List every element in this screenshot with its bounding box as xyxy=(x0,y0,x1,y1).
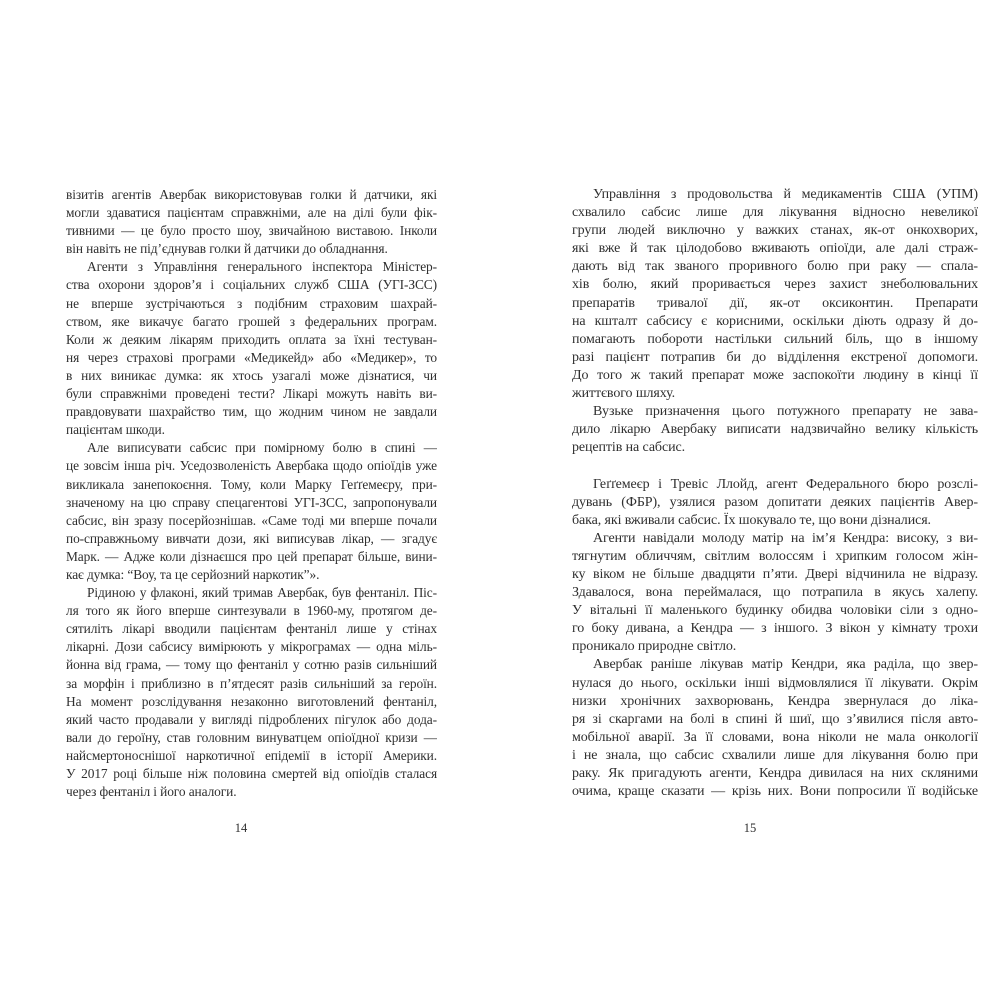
text-line: групи людей виключно у важких станах, як-от онкохворих, xyxy=(572,223,978,239)
text-line: ря зі скаргами на болі в спині й шиї, що з’явилися після авто- xyxy=(572,711,978,727)
text-line: життєвого шляху. xyxy=(572,386,675,402)
text-line: Марк. — Адже коли дізнаєшся про цей препарат більше, вини- xyxy=(66,548,437,564)
text-line: викликала занепокоєння. Тому, коли Марку Геґґемеєру, при- xyxy=(66,476,437,492)
paragraph xyxy=(572,403,978,457)
text-line: Вузьке призначення цього потужного препарату не зава- xyxy=(593,404,978,420)
text-line: ством, яке викачує багато грошей з федеральних програм. xyxy=(66,313,437,329)
paragraph xyxy=(572,476,978,530)
text-line: Рідиною у флаконі, який тримав Авербак, був фентаніл. Піс- xyxy=(87,585,437,601)
text-line: по-справжньому вивчати дози, які виписував лікар, — згадує xyxy=(66,530,437,546)
text-line: дувань (ФБР), узялися разом допитати деяких пацієнтів Авер- xyxy=(572,494,978,510)
right-page-number: 15 xyxy=(743,821,757,835)
text-line: До того ж такий препарат може заспокоїти людину в кінці її xyxy=(572,367,978,383)
text-line: На момент розслідування незаконно виготовлений фентаніл, xyxy=(66,693,437,709)
text-line: найсмертоноснішої наркотичної епідемії в історії Америки. xyxy=(66,747,437,763)
text-line: У 2017 році більше ніж половина смертей від опіоїдів сталася xyxy=(66,766,437,781)
text-line: значеному на цю справу спецагентові УГІ-ЗСС, запропонували xyxy=(66,494,437,510)
text-line: за морфін і приблизно в п’ятдесят разів сильніший за героїн. xyxy=(66,675,437,691)
right-page-text-column xyxy=(572,186,978,801)
text-line: сятиліть лікарі вводили пацієнтам фентаніл лише у стінах xyxy=(66,621,437,637)
text-line: хів болю, який проривається через захист знеболювальних xyxy=(572,277,978,293)
paragraph xyxy=(66,186,437,258)
text-line: раку. Як пригадують агенти, Кендра дивилася на них скляними xyxy=(572,766,978,781)
text-line: Агенти з Управління генерального інспектора Міністер- xyxy=(87,259,437,275)
text-line: на кшталт сабсису є корисними, оскільки діють одразу й до- xyxy=(572,313,978,329)
text-line: сабсис, він зразу посерйознішав. «Саме тоді ми вперше почали xyxy=(66,512,437,528)
paragraph xyxy=(66,584,437,801)
text-line: могли здаватися пацієнтам справжніми, але на ділі були фік- xyxy=(66,205,437,221)
text-line: йонна від грама, — тому що фентаніл у сотню разів сильніший xyxy=(66,657,437,673)
text-line: очима, краще сказати — крізь них. Вони попросили її водійське xyxy=(572,784,978,800)
text-line: візитів агентів Авербак використовував голки й датчики, які xyxy=(66,187,437,202)
text-line: пацієнтам шкоди. xyxy=(66,422,165,438)
text-line: кає думка: “Воу, та це серйозний наркотик”». xyxy=(66,566,320,582)
text-line: нулася до нього, оскільки інші відмовлялися її лікувати. Окрім xyxy=(572,675,978,691)
text-line: разі пацієнт потрапив би до відділення екстреної допомоги. xyxy=(572,349,978,365)
text-line: Коли ж деяким лікарям приходить оплата за їхні тестуван- xyxy=(66,331,437,347)
left-page-text-column xyxy=(66,186,437,801)
text-line: не вперше зустрічаються з подібним страховим шахрай- xyxy=(66,295,437,311)
text-line: препаратів тривалої дії, як-от оксиконтин. Препарати xyxy=(572,295,978,311)
text-line: проникало природне світло. xyxy=(572,639,737,655)
text-line: і не знала, що сабсис схвалили лише для лікування болю при xyxy=(572,747,978,763)
text-line: Управління з продовольства й медикаментів США (УПМ) xyxy=(593,187,978,202)
text-line: Авербак раніше лікував матір Кендри, яка раділа, що звер- xyxy=(593,657,978,673)
text-line: ня через страхові програми «Медикейд» або «Медикер», то xyxy=(66,349,437,365)
text-line: це зовсім інша річ. Уседозволеність Авербака щодо опіоїдів уже xyxy=(66,458,437,474)
text-line: вали до героїну, став головним винуватцем опіоїдної кризи — xyxy=(66,729,437,745)
text-line: низки хронічних захворювань, Кендра звернулася до ліка- xyxy=(572,693,978,709)
text-line: рецептів на сабсис. xyxy=(572,440,685,456)
text-line: схвалило сабсис лише для лікування відносно невеликої xyxy=(572,205,978,221)
text-line: Але виписувати сабсис при помірному болю в спині — xyxy=(87,440,437,456)
text-line: У вітальні її маленького будинку обидва чоловіки сіли з одно- xyxy=(572,603,978,619)
text-line: Агенти навідали молоду матір на ім’я Кендра: високу, з ви- xyxy=(593,530,978,546)
left-page-number: 14 xyxy=(234,821,248,835)
text-line: були справжніми проведені тести? Лікарі можуть навіть ви- xyxy=(66,386,437,402)
text-line: в них виникає думка: як хтось узагалі може дізнатися, чи xyxy=(66,367,437,383)
paragraph xyxy=(572,186,978,403)
text-line: ства охорони здоров’я і соціальних служб США (УГІ-ЗСС) xyxy=(66,277,437,293)
text-line: ку віком не більше двадцяти п’яти. Двері відчинила не відразу. xyxy=(572,566,978,582)
text-line: тягнутим обличчям, світлим волоссям і хрипким голосом жін- xyxy=(572,548,978,564)
text-line: мобільної аварії. За її словами, вона ніколи не мала онкології xyxy=(572,729,978,745)
paragraph xyxy=(66,439,437,584)
text-line: го боку дивана, а Кендра — з іншого. З вікон у кімнату трохи xyxy=(572,621,978,637)
text-line: лікарні. Дози сабсису вимірюють у мікрограмах — одна міль- xyxy=(66,639,437,655)
text-line: які вже й так цілодобово вживають опіоїди, але далі страж- xyxy=(572,241,978,257)
text-line: Геґґемеєр і Тревіс Ллойд, агент Федерального бюро розслі- xyxy=(593,476,978,492)
text-line: ля того як його вперше синтезували в 1960-му, протягом де- xyxy=(66,603,437,619)
paragraph xyxy=(66,258,437,439)
text-line: Здавалося, вона переймалася, що потрапила в якусь халепу. xyxy=(572,585,978,601)
paragraph xyxy=(572,656,978,801)
paragraph xyxy=(572,530,978,657)
text-line: тивними — це було просто шоу, звичайною виставою. Інколи xyxy=(66,223,437,239)
text-line: правдовувати шахрайство тим, що жодним чином не завдали xyxy=(66,404,437,420)
text-line: через фентаніл і його аналоги. xyxy=(66,784,237,800)
text-line: дають від так званого проривного болю при раку — спала- xyxy=(572,259,978,275)
text-line: який часто продавали у вигляді підроблених пігулок або дода- xyxy=(66,711,437,727)
text-line: дило лікарю Авербаку виписати надзвичайно велику кількість xyxy=(572,422,978,438)
text-line: бака, які вживали сабсис. Їх шокувало те, що вони дізналися. xyxy=(572,512,931,528)
text-line: помагають побороти настільки сильний біль, що в іншому xyxy=(572,331,978,347)
text-line: він навіть не під’єднував голки й датчики до обладнання. xyxy=(66,241,388,257)
